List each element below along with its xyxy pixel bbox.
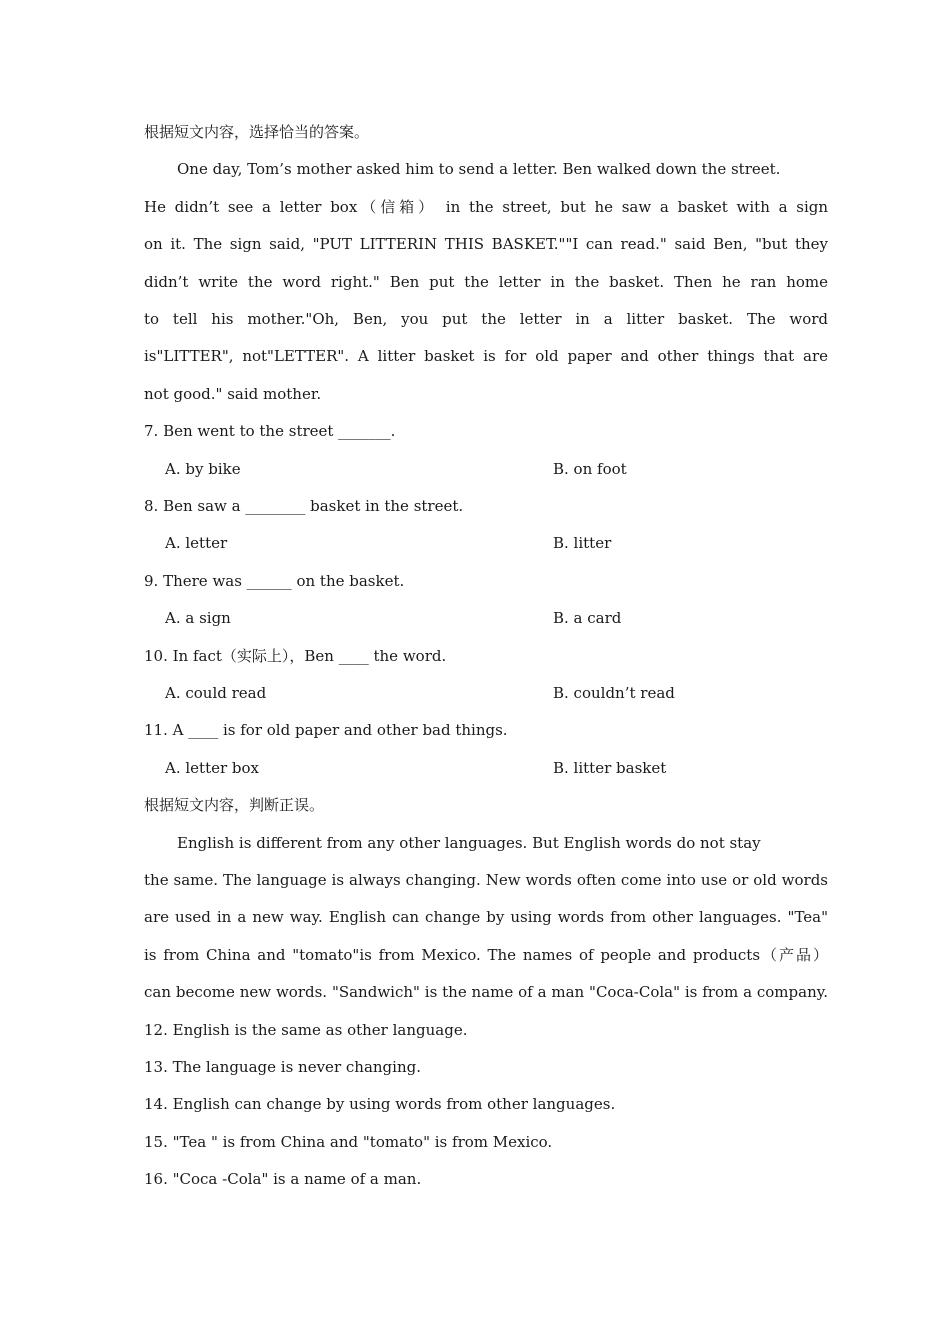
question-11-options: [144, 750, 828, 787]
question-8-options: [144, 525, 828, 562]
statement-13: 13. The language is never changing.: [144, 1057, 421, 1076]
passage-line: the same. The language is always changing. New words often come into use or old words: [144, 870, 828, 889]
option-b: B. litter: [553, 534, 612, 553]
question-10-stem: 10. In fact（实际上），Ben ____ the word.: [144, 646, 447, 665]
option-b: B. a card: [553, 609, 622, 628]
option-a: A. by bike: [165, 459, 241, 478]
passage-line: He didn’t see a letter box（信箱） in the street, but he saw a basket with a sign: [144, 197, 828, 216]
option-a: A. letter box: [165, 758, 260, 777]
passage-line: didn’t write the word right." Ben put the letter in the basket. Then he ran home: [144, 272, 828, 291]
section2-instruction: 根据短文内容，判断正误。: [144, 796, 325, 815]
passage-line: One day, Tom’s mother asked him to send a letter. Ben walked down the street.: [177, 160, 781, 179]
option-a: A. could read: [165, 683, 267, 702]
passage-line: on it. The sign said, "PUT LITTERIN THIS BASKET.""I can read." said Ben, "but they: [144, 235, 828, 254]
question-10-options: [144, 675, 828, 712]
option-b: B. on foot: [553, 459, 627, 478]
section2-passage: [144, 825, 828, 1012]
passage-line: is"LITTER", not"LETTER". A litter basket is for old paper and other things that are: [144, 347, 828, 366]
statement-12: 12. English is the same as other language.: [144, 1020, 468, 1039]
option-b: B. litter basket: [553, 758, 667, 777]
option-a: A. letter: [165, 534, 228, 553]
passage-line: English is different from any other languages. But English words do not stay: [177, 833, 761, 852]
section1-instruction: 根据短文内容，选择恰当的答案。: [144, 123, 370, 141]
question-11-stem: 11. A ____ is for old paper and other bad things.: [144, 721, 508, 740]
passage-line: not good." said mother.: [144, 384, 322, 403]
worksheet-page: [144, 114, 828, 1199]
passage-line: to tell his mother."Oh, Ben, you put the letter in a litter basket. The word: [144, 310, 828, 329]
question-7-stem: 7. Ben went to the street _______.: [144, 422, 396, 441]
option-a: A. a sign: [165, 609, 231, 628]
statement-14: 14. English can change by using words from other languages.: [144, 1095, 616, 1114]
question-9-stem: 9. There was ______ on the basket.: [144, 571, 405, 590]
question-7-options: [144, 451, 828, 488]
statement-15: 15. "Tea " is from China and "tomato" is from Mexico.: [144, 1132, 553, 1151]
passage-line: can become new words. "Sandwich" is the name of a man "Coca-Cola" is from a company.: [144, 983, 828, 1002]
question-9-options: [144, 600, 828, 637]
statement-16: 16. "Coca -Cola" is a name of a man.: [144, 1170, 422, 1189]
passage-line: are used in a new way. English can change by using words from other languages. "Tea": [144, 908, 828, 927]
passage-line: is from China and "tomato"is from Mexico. The names of people and products（产品）: [144, 945, 828, 964]
question-8-stem: 8. Ben saw a ________ basket in the street.: [144, 497, 464, 516]
section1-passage: [144, 151, 828, 413]
option-b: B. couldn’t read: [553, 683, 675, 702]
